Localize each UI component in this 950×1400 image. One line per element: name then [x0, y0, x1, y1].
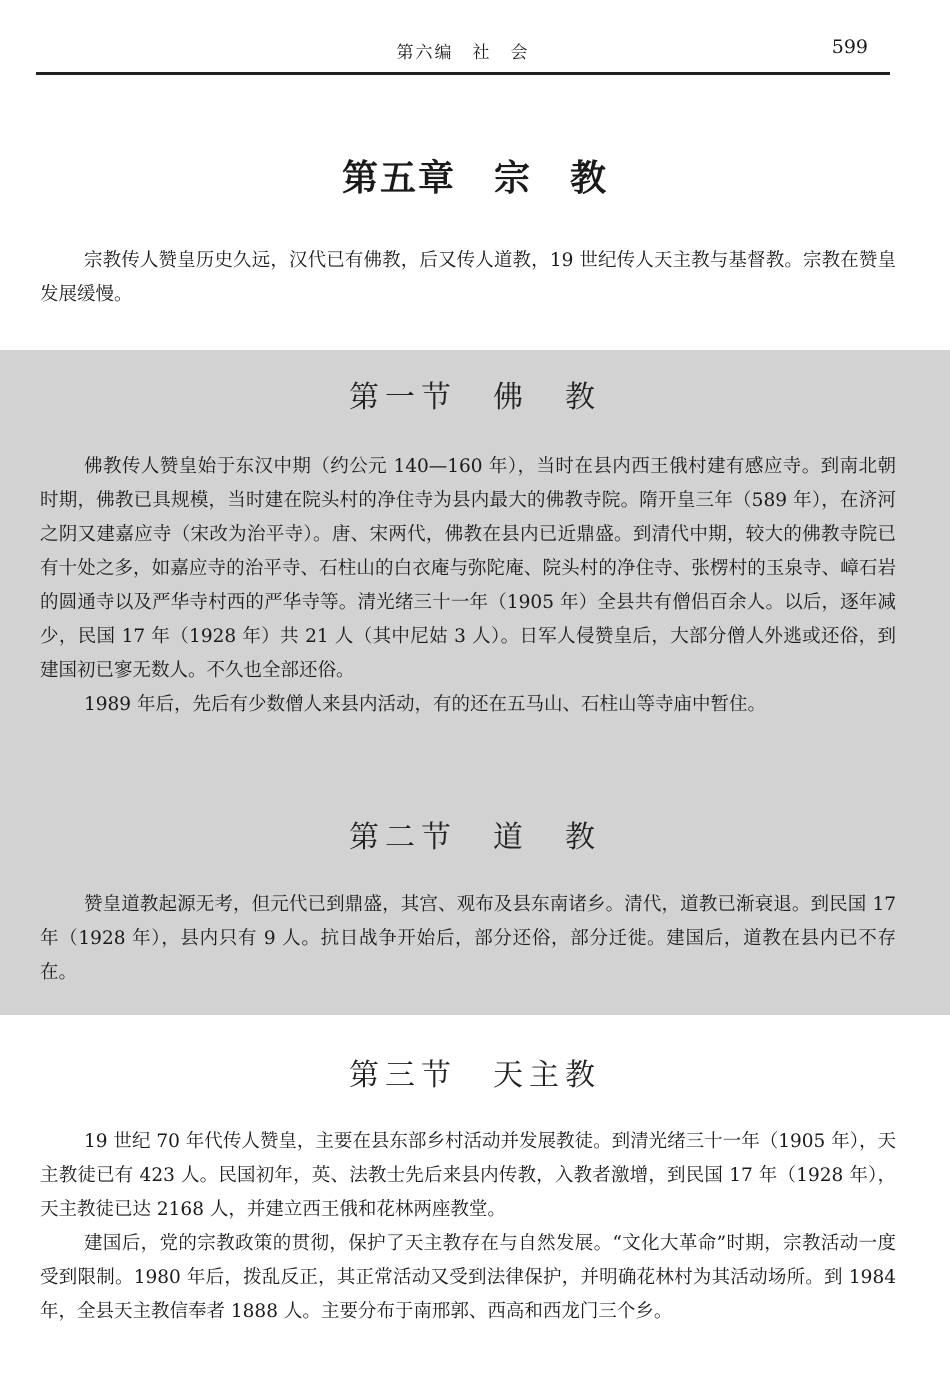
chapter-intro: [40, 244, 896, 312]
running-title: 第六编 社 会: [396, 43, 530, 63]
body-paragraph: 1989 年后，先后有少数僧人来县内活动，有的还在五马山、石柱山等寺庙中暂住。: [84, 694, 766, 715]
body-paragraph: 建国后，党的宗教政策的贯彻，保护了天主教存在与自然发展。“文化大革命”时期，宗教活动一度受到限制。1980 年后，拨乱反正，其正常活动又受到法律保护，并明确花林村为其活动场所。到 1984 年，全县天主教信奉者 1888 人。主要分布于南邢郭、西高和西龙门三个乡。: [40, 1233, 896, 1322]
intro-paragraph: 宗教传人赞皇历史久远，汉代已有佛教，后又传人道教，19 世纪传人天主教与基督教。宗教在赞皇发展缓慢。: [40, 250, 896, 305]
section-body-taoism: [40, 888, 896, 990]
body-paragraph: 19 世纪 70 年代传人赞皇，主要在县东部乡村活动并发展教徒。到清光绪三十一年（1905 年），天主教徒已有 423 人。民国初年，英、法教士先后来县内传教，入教者激增，到民国 17 年（1928 年），天主教徒已达 2168 人，并建立西王俄和花林两座教堂。: [40, 1131, 896, 1220]
running-header: [36, 30, 890, 75]
body-paragraph: 赞皇道教起源无考，但元代已到鼎盛，其宫、观布及县东南诸乡。清代，道教已渐衰退。到民国 17 年（1928 年），县内只有 9 人。抗日战争开始后，部分还俗，部分迁徙。建国后，道教在县内已不存在。: [40, 894, 896, 983]
section-title-buddhism: 第一节 佛 教: [349, 380, 601, 415]
section-title-taoism: 第二节 道 教: [349, 820, 601, 855]
section-body-catholicism: [40, 1125, 896, 1329]
body-paragraph: 佛教传人赞皇始于东汉中期（约公元 140—160 年），当时在县内西王俄村建有感应寺。到南北朝时期，佛教已具规模，当时建在院头村的净住寺为县内最大的佛教寺院。隋开皇三年（589 年），在济河之阴又建嘉应寺（宋改为治平寺）。唐、宋两代，佛教在县内已近鼎盛。到清代中期，较大的佛教寺院已有十处之多，如嘉应寺的治平寺、石柱山的白衣庵与弥陀庵、院头村的净住寺、张楞村的玉泉寺、嶂石岩的圆通寺以及严华寺村西的严华寺等。清光绪三十一年（1905 年）全县共有僧侣百余人。以后，逐年减少，民国 17 年（1928 年）共 21 人（其中尼姑 3 人）。日军人侵赞皇后，大部分僧人外逃或还俗，到建国初已寥无数人。不久也全部还俗。: [40, 456, 896, 681]
page-number: 599: [831, 36, 868, 58]
section-title-catholicism: 第三节 天主教: [349, 1058, 601, 1093]
chapter-title: 第五章 宗 教: [341, 158, 608, 199]
section-body-buddhism: [40, 450, 896, 722]
